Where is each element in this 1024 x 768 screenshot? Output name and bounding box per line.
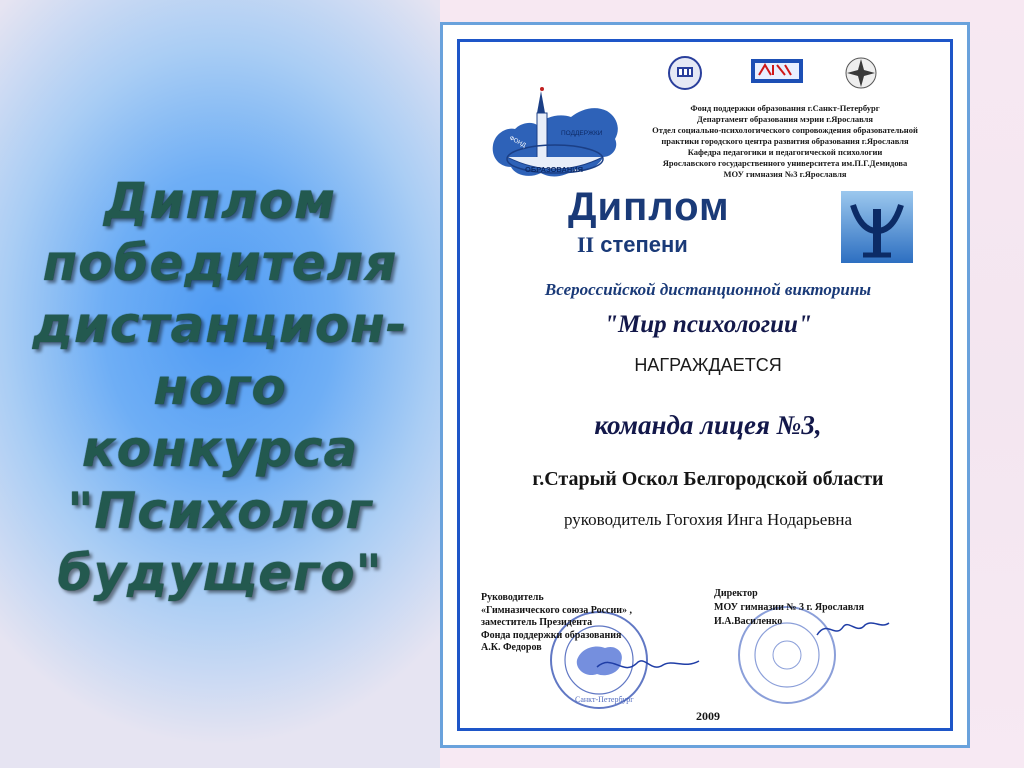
- svg-text:ПОДДЕРЖКИ: ПОДДЕРЖКИ: [561, 130, 603, 137]
- star-emblem-icon: [846, 58, 876, 88]
- center-logo-icon: [751, 59, 803, 83]
- svg-text:Санкт-Петербург: Санкт-Петербург: [575, 695, 634, 704]
- degree-roman: II: [577, 232, 595, 257]
- org-line-5: Кафедра педагогики и педагогической психологии: [687, 147, 883, 157]
- signatory-right-line-1: Директор: [714, 588, 758, 599]
- svg-text:ФОНД: ФОНД: [508, 135, 527, 150]
- org-line-3: Отдел социально-психологического сопровождения образовательной: [652, 125, 918, 135]
- slide-title-line-7: будущего": [57, 544, 383, 602]
- slide-title-line-6: "Психолог: [67, 482, 373, 540]
- diploma-heading: Диплом: [568, 185, 730, 229]
- signatory-right-line-3: И.А.Василенко: [714, 616, 783, 627]
- slide-title-line-5: конкурса: [81, 420, 359, 478]
- signature-right: [813, 613, 893, 643]
- slide-title-line-1: Диплом: [104, 172, 336, 230]
- winner-city: г.Старый Оскол Белгородской области: [532, 468, 884, 490]
- university-emblem-icon: [669, 57, 701, 89]
- signature-left: [593, 643, 703, 683]
- signatory-left-line-3: заместитель Президента: [481, 617, 593, 628]
- slide-title-line-3: дистанцион-: [32, 296, 408, 354]
- diploma-image: [440, 22, 970, 748]
- psi-emblem-icon: [841, 191, 913, 263]
- quiz-name: "Мир психологии": [604, 311, 812, 338]
- diploma-year: 2009: [696, 709, 720, 723]
- organization-emblems: [665, 53, 885, 93]
- fund-map-logo: [485, 83, 625, 193]
- org-line-1: Фонд поддержки образования г.Санкт-Петербург: [690, 103, 880, 113]
- diploma-degree: [577, 232, 688, 258]
- signatory-left-line-1: Руководитель: [481, 592, 544, 603]
- slide-title: [30, 170, 410, 604]
- team-leader: руководитель Гогохия Инга Нодарьевна: [563, 510, 853, 529]
- quiz-description: Всероссийской дистанционной викторины: [544, 280, 872, 299]
- awarded-label: НАГРАЖДАЕТСЯ: [634, 355, 782, 375]
- org-line-7: МОУ гимназия №3 г.Ярославля: [723, 169, 847, 179]
- signatory-left-line-4: Фонда поддержки образования: [481, 629, 622, 641]
- signatory-right-line-2: МОУ гимназии № 3 г. Ярославля: [714, 602, 864, 613]
- org-line-2: Департамент образования мэрии г.Ярославля: [696, 114, 873, 124]
- winner-name: команда лицея №3,: [594, 410, 822, 440]
- org-line-6: Ярославского государственного университета им.П.Г.Демидова: [662, 158, 908, 168]
- svg-text:ОБРАЗОВАНИЯ: ОБРАЗОВАНИЯ: [525, 165, 584, 174]
- signatory-left-line-2: «Гимназического союза России» ,: [481, 604, 633, 616]
- org-line-4: практики городского центра развития образования г.Ярославля: [661, 136, 909, 146]
- signatory-left-line-5: А.К. Федоров: [481, 642, 542, 653]
- slide-title-line-2: победителя: [42, 234, 398, 292]
- degree-word: степени: [600, 232, 688, 257]
- organizations-list: [625, 103, 945, 180]
- slide-title-line-4: ного: [153, 358, 287, 416]
